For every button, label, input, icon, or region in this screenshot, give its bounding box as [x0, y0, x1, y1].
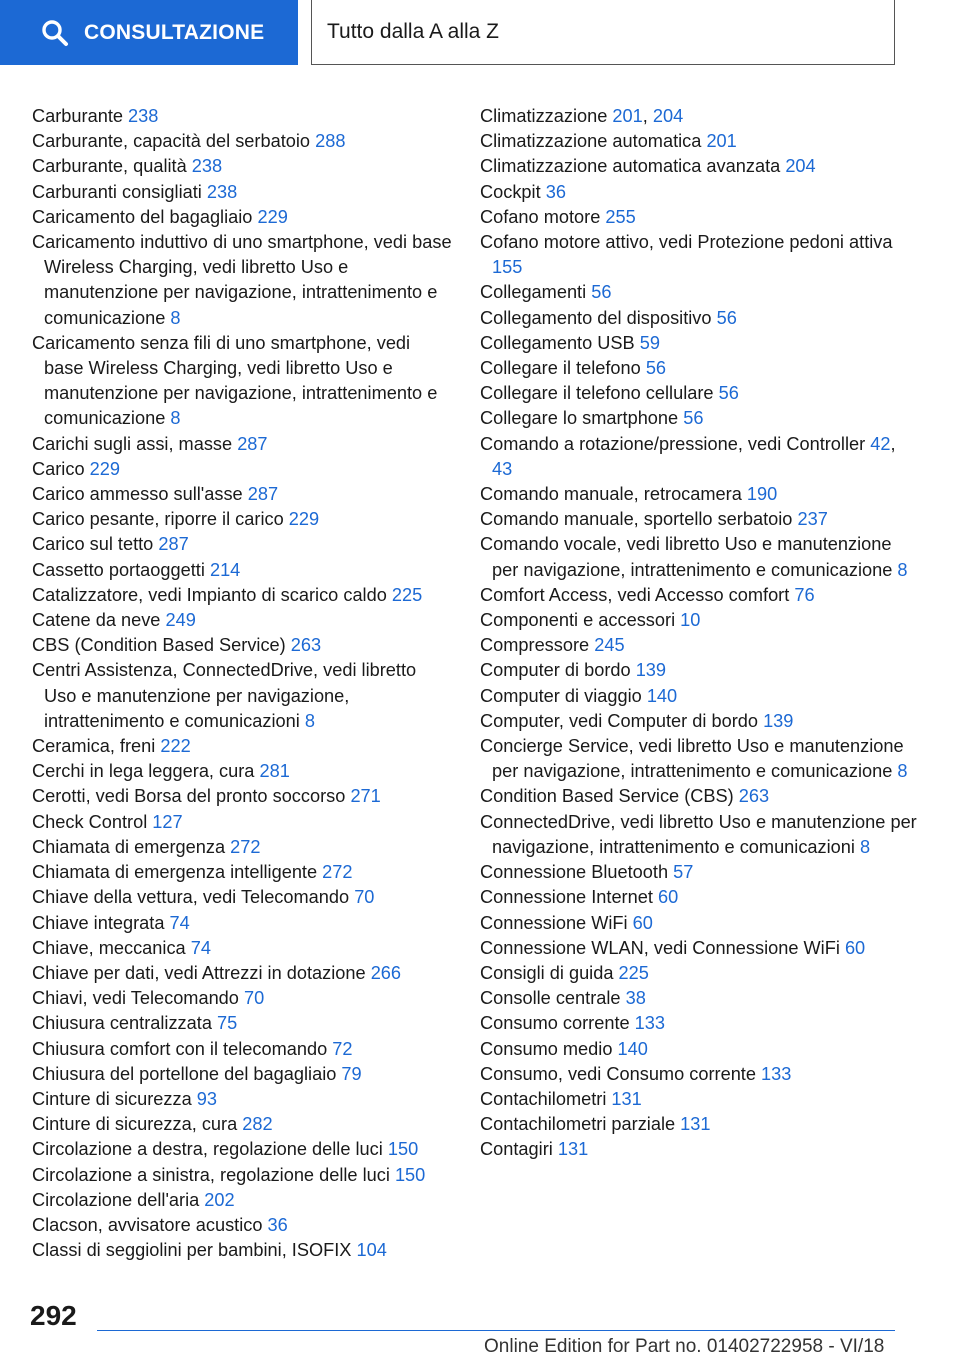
- page-link[interactable]: 140: [646, 685, 678, 706]
- page-link[interactable]: 255: [605, 206, 636, 227]
- page-link[interactable]: 79: [341, 1063, 362, 1084]
- page-link[interactable]: 36: [267, 1214, 288, 1235]
- page-link[interactable]: 133: [761, 1063, 792, 1084]
- page-link[interactable]: 8: [897, 559, 908, 580]
- page-link[interactable]: 287: [237, 433, 268, 454]
- index-entry: Comando a rotazione/pressione, vedi Controller 42, 43: [480, 433, 896, 479]
- entry-term: Computer di viaggio: [480, 685, 647, 706]
- index-entry: [32, 885, 452, 910]
- index-entry: [480, 507, 920, 532]
- index-entry: [32, 986, 452, 1011]
- index-entry: [480, 1112, 920, 1137]
- page-link[interactable]: 222: [160, 736, 191, 757]
- entry-term: Cockpit: [480, 181, 546, 202]
- index-entry: [32, 507, 452, 532]
- index-entry: [32, 331, 452, 432]
- index-entry: [480, 911, 920, 936]
- index-entry: [480, 1087, 920, 1112]
- index-entry: [32, 835, 452, 860]
- entry-term: Circolazione a destra, regolazione delle luci: [32, 1139, 388, 1160]
- entry-term: Carburanti consigliati: [32, 181, 207, 202]
- page-link[interactable]: 74: [190, 937, 211, 958]
- entry-term: Carburante, capacità del serbatoio: [32, 131, 316, 152]
- page-link[interactable]: 271: [350, 786, 381, 807]
- entry-term: Comando manuale, sportello serbatoio: [480, 509, 798, 530]
- page-link[interactable]: 131: [611, 1088, 642, 1109]
- entry-term: Caricamento senza fili di uno smartphone, vedi base Wireless Charging, vedi libretto Uso e manutenzione per navigazione, intrattenimento e comunicazione: [32, 332, 438, 429]
- index-entry: [32, 1112, 452, 1137]
- page-link[interactable]: 70: [354, 887, 375, 908]
- page-link[interactable]: 74: [169, 912, 190, 933]
- page-link[interactable]: 10: [680, 610, 701, 631]
- page-link[interactable]: 237: [797, 509, 828, 530]
- index-entry: [32, 633, 452, 658]
- entry-term: Carichi sugli assi, masse: [32, 433, 238, 454]
- page-link[interactable]: 57: [673, 862, 694, 883]
- entry-term: Concierge Service, vedi libretto Uso e manutenzione per navigazione, intrattenimento e comunicazione: [480, 736, 904, 782]
- page-link[interactable]: 56: [716, 307, 737, 328]
- index-entry: [480, 129, 920, 154]
- entry-term: Cerotti, vedi Borsa del pronto soccorso: [32, 786, 351, 807]
- entry-term: Consigli di guida: [480, 962, 619, 983]
- index-entry: [480, 936, 920, 961]
- page-link[interactable]: 8: [860, 836, 871, 857]
- page-link[interactable]: 42: [870, 433, 891, 454]
- entry-term: Carico sul tetto: [32, 534, 159, 555]
- page-link[interactable]: 225: [618, 962, 649, 983]
- index-entry: Climatizzazione 201, 204: [480, 106, 684, 126]
- entry-term: Ceramica, freni: [32, 736, 161, 757]
- entry-term: Cofano motore: [480, 206, 606, 227]
- page-link[interactable]: 155: [492, 257, 523, 278]
- index-entry: [32, 1062, 452, 1087]
- index-entry: [32, 532, 452, 557]
- index-column-left: [32, 104, 452, 1263]
- page-link[interactable]: 72: [332, 1038, 353, 1059]
- page-link[interactable]: 8: [304, 710, 315, 731]
- index-entry: [32, 432, 452, 457]
- page-link[interactable]: 56: [718, 383, 739, 404]
- entry-term: Contachilometri: [480, 1088, 612, 1109]
- entry-term: Carburante: [32, 106, 129, 126]
- page-link[interactable]: 272: [230, 836, 261, 857]
- page-link[interactable]: 204: [652, 106, 684, 126]
- page-link[interactable]: 190: [746, 484, 778, 505]
- entry-term: ConnectedDrive, vedi libretto Uso e manutenzione per navigazione, intrattenimento e comunicazioni: [480, 811, 917, 857]
- entry-term: Caricamento induttivo di uno smartphone, vedi base Wireless Charging, vedi libretto Uso e manutenzione per navigazione, intrattenimento e comunicazione: [32, 232, 452, 328]
- index-entry: [480, 154, 920, 179]
- entry-term: Catene da neve: [32, 610, 166, 631]
- entry-term: Collegare il telefono: [480, 358, 646, 379]
- index-entry: [480, 1037, 920, 1062]
- entry-term: Collegamenti: [480, 282, 592, 303]
- entry-term: Chiave della vettura, vedi Telecomando: [32, 887, 355, 908]
- index-entry: [480, 633, 920, 658]
- page-link[interactable]: 59: [639, 332, 660, 353]
- entry-term: Climatizzazione automatica: [480, 131, 707, 152]
- index-entry: [32, 1011, 452, 1036]
- entry-term: Cinture di sicurezza, cura: [32, 1114, 243, 1135]
- entry-term: Componenti e accessori: [480, 610, 681, 631]
- page-link[interactable]: 150: [387, 1139, 419, 1160]
- index-entry: [480, 583, 920, 608]
- entry-term: Cofano motore attivo, vedi Protezione pedoni attiva: [480, 232, 893, 253]
- index-entry: [480, 280, 920, 305]
- entry-term: Chiusura del portellone del bagagliaio: [32, 1063, 342, 1084]
- entry-term: Contagiri: [480, 1139, 558, 1160]
- entry-term: Carico: [32, 458, 90, 479]
- index-entry: [480, 230, 920, 280]
- page-link[interactable]: 43: [492, 458, 513, 479]
- index-entry: [32, 911, 452, 936]
- index-entry: [32, 154, 452, 179]
- index-entry: [480, 356, 920, 381]
- entry-term: Chiave integrata: [32, 912, 170, 933]
- search-icon: [40, 18, 70, 48]
- entry-term: Carico ammesso sull'asse: [32, 484, 248, 505]
- entry-term: Consumo, vedi Consumo corrente: [480, 1063, 762, 1084]
- index-entry: [480, 734, 920, 784]
- entry-term: Climatizzazione automatica avanzata: [480, 156, 786, 177]
- page-link[interactable]: 104: [356, 1240, 387, 1261]
- entry-term: Chiavi, vedi Telecomando: [32, 988, 244, 1009]
- tab-label: CONSULTAZIONE: [84, 20, 265, 44]
- entry-term: Comando manuale, retrocamera: [480, 484, 747, 505]
- index-entry: [480, 961, 920, 986]
- page-link[interactable]: 8: [170, 307, 181, 328]
- entry-term: Collegare il telefono cellulare: [480, 383, 719, 404]
- index-entry: [32, 104, 452, 129]
- index-entry: [32, 759, 452, 784]
- index-entry: [32, 608, 452, 633]
- index-entry: [480, 406, 920, 431]
- index-entry: [32, 457, 452, 482]
- entry-term: Comando a rotazione/pressione, vedi Controller: [480, 433, 871, 454]
- page-link[interactable]: 70: [243, 988, 265, 1009]
- page-link[interactable]: 229: [288, 509, 320, 530]
- page-number: 292: [30, 1300, 77, 1331]
- page-link[interactable]: 56: [683, 408, 704, 429]
- entry-term: Catalizzatore, vedi Impianto di scarico caldo: [32, 584, 392, 605]
- page-link[interactable]: 229: [89, 458, 120, 479]
- page-link[interactable]: 131: [557, 1139, 589, 1160]
- page-link[interactable]: 93: [196, 1088, 217, 1109]
- index-entry: [480, 986, 920, 1011]
- entry-term: Connessione WLAN, vedi Connessione WiFi: [480, 937, 845, 958]
- page-link[interactable]: 36: [545, 181, 566, 202]
- entry-term: Caricamento del bagagliaio: [32, 206, 258, 227]
- entry-term: Cinture di sicurezza: [32, 1088, 197, 1109]
- section-title-tab: [311, 0, 895, 65]
- entry-term: Contachilometri parziale: [480, 1114, 681, 1135]
- entry-term: Carburante, qualità: [32, 156, 192, 177]
- page-link[interactable]: 201: [612, 106, 643, 126]
- entry-term: Comando vocale, vedi libretto Uso e manutenzione per navigazione, intrattenimento e comunicazione: [480, 534, 898, 580]
- index-entry: [480, 709, 920, 734]
- entry-term: Check Control: [32, 811, 153, 832]
- page-link[interactable]: 238: [206, 181, 238, 202]
- index-entry: [480, 1062, 920, 1087]
- page-link[interactable]: 282: [242, 1114, 273, 1135]
- page-link[interactable]: 60: [657, 887, 679, 908]
- page-link[interactable]: 56: [591, 282, 612, 303]
- entry-term: Chiave per dati, vedi Attrezzi in dotazione: [32, 962, 371, 983]
- page-link[interactable]: 127: [152, 811, 183, 832]
- index-entry: [480, 331, 920, 356]
- entry-term: Chiamata di emergenza: [32, 836, 231, 857]
- index-entry: [32, 1037, 452, 1062]
- entry-term: Clacson, avvisatore acustico: [32, 1214, 268, 1235]
- entry-term: Circolazione a sinistra, regolazione delle luci: [32, 1164, 395, 1185]
- page-link[interactable]: 60: [844, 937, 866, 958]
- entry-term: Climatizzazione: [480, 106, 613, 126]
- index-entry: [32, 860, 452, 885]
- footer-edition: Online Edition for Part no. 01402722958 - VI/18: [484, 1336, 885, 1357]
- page-link[interactable]: 214: [209, 559, 241, 580]
- footer-divider: [97, 1330, 895, 1331]
- page-link[interactable]: 204: [785, 156, 816, 177]
- index-entry: [32, 558, 452, 583]
- index-entry: [32, 810, 452, 835]
- index-entry: [32, 1213, 452, 1238]
- page-link[interactable]: 238: [128, 106, 159, 126]
- index-entry: [480, 306, 920, 331]
- index-entry: [480, 810, 920, 860]
- index-entry: [480, 1137, 920, 1162]
- entry-term: Chiamata di emergenza intelligente: [32, 862, 323, 883]
- page-link[interactable]: 287: [158, 534, 189, 555]
- entry-term: Comfort Access, vedi Accesso comfort: [480, 584, 795, 605]
- entry-term: Cerchi in lega leggera, cura: [32, 761, 260, 782]
- entry-term: Classi di seggiolini per bambini, ISOFIX: [32, 1240, 357, 1261]
- index-entry: [32, 205, 452, 230]
- page-link[interactable]: 8: [897, 761, 908, 782]
- index-entry: [32, 1137, 452, 1162]
- index-entry: [480, 684, 920, 709]
- index-entry: [32, 658, 452, 734]
- entry-term: Chiusura comfort con il telecomando: [32, 1038, 333, 1059]
- tab-consultazione[interactable]: [0, 0, 298, 65]
- page-link[interactable]: 229: [257, 206, 288, 227]
- page-link[interactable]: 288: [315, 131, 346, 152]
- index-entry: [32, 1238, 452, 1263]
- entry-term: Centri Assistenza, ConnectedDrive, vedi libretto Uso e manutenzione per navigazione, intrattenimento e comunicazioni: [32, 660, 417, 731]
- index-entry: [32, 583, 452, 608]
- page-link[interactable]: 266: [370, 962, 402, 983]
- index-entry: [480, 608, 920, 633]
- index-entry: [480, 784, 920, 809]
- entry-term: Collegamento USB: [480, 332, 640, 353]
- index-entry: [32, 1087, 452, 1112]
- index-entry: [32, 129, 452, 154]
- index-entry: [480, 1011, 920, 1036]
- entry-term: Consolle centrale: [480, 988, 626, 1009]
- page-link[interactable]: 287: [247, 484, 279, 505]
- index-entry: [480, 205, 920, 230]
- index-column-right: [480, 104, 920, 1163]
- page-link[interactable]: 202: [204, 1189, 235, 1210]
- index-entry: [32, 734, 452, 759]
- index-entry: [32, 1188, 452, 1213]
- entry-term: Chiave, meccanica: [32, 937, 191, 958]
- page-link[interactable]: 281: [259, 761, 290, 782]
- index-entry: [480, 885, 920, 910]
- page-link[interactable]: 263: [738, 786, 770, 807]
- index-entry: [32, 230, 452, 331]
- page-link[interactable]: 201: [706, 131, 737, 152]
- page-link[interactable]: 139: [763, 710, 794, 731]
- page-link[interactable]: 75: [217, 1013, 238, 1034]
- index-entry: [32, 784, 452, 809]
- entry-term: Connessione Bluetooth: [480, 862, 674, 883]
- index-entry: [480, 532, 920, 582]
- entry-term: Connessione WiFi: [480, 912, 633, 933]
- entry-term: Collegare lo smartphone: [480, 408, 684, 429]
- entry-term: Carico pesante, riporre il carico: [32, 509, 289, 530]
- page-link[interactable]: 249: [165, 610, 196, 631]
- page-link[interactable]: 272: [322, 862, 353, 883]
- entry-term: Computer, vedi Computer di bordo: [480, 710, 764, 731]
- page-link[interactable]: 140: [617, 1038, 648, 1059]
- page-link[interactable]: 139: [635, 660, 667, 681]
- entry-term: Computer di bordo: [480, 660, 636, 681]
- entry-term: Consumo medio: [480, 1038, 618, 1059]
- page-link[interactable]: 133: [634, 1013, 666, 1034]
- entry-term: Consumo corrente: [480, 1013, 635, 1034]
- page-link[interactable]: 38: [625, 988, 646, 1009]
- page-link[interactable]: 60: [632, 912, 653, 933]
- page-link[interactable]: 263: [290, 635, 322, 656]
- page-link[interactable]: 8: [170, 408, 181, 429]
- entry-term: CBS (Condition Based Service): [32, 635, 291, 656]
- entry-term: Collegamento del dispositivo: [480, 307, 717, 328]
- entry-term: Connessione Internet: [480, 887, 658, 908]
- entry-term: Condition Based Service (CBS): [480, 786, 739, 807]
- section-title: Tutto dalla A alla Z: [327, 20, 499, 43]
- index-entry: [32, 1163, 452, 1188]
- entry-term: Compressore: [480, 635, 595, 656]
- page-link[interactable]: 225: [391, 584, 423, 605]
- index-entry: [32, 482, 452, 507]
- index-entry: [480, 180, 920, 205]
- index-entry: [480, 860, 920, 885]
- page-link[interactable]: 150: [394, 1164, 426, 1185]
- page-link[interactable]: 76: [794, 584, 815, 605]
- page-link[interactable]: 56: [645, 358, 667, 379]
- index-entry: [480, 381, 920, 406]
- page-link[interactable]: 238: [191, 156, 223, 177]
- entry-term: Cassetto portaoggetti: [32, 559, 210, 580]
- entry-term: Chiusura centralizzata: [32, 1013, 217, 1034]
- page-link[interactable]: 131: [680, 1114, 711, 1135]
- page-link[interactable]: 245: [594, 635, 625, 656]
- index-entry: [480, 482, 920, 507]
- index-entry: [32, 936, 452, 961]
- index-entry: [32, 180, 452, 205]
- index-entry: [480, 658, 920, 683]
- index-entry: [32, 961, 452, 986]
- entry-term: Circolazione dell'aria: [32, 1189, 205, 1210]
